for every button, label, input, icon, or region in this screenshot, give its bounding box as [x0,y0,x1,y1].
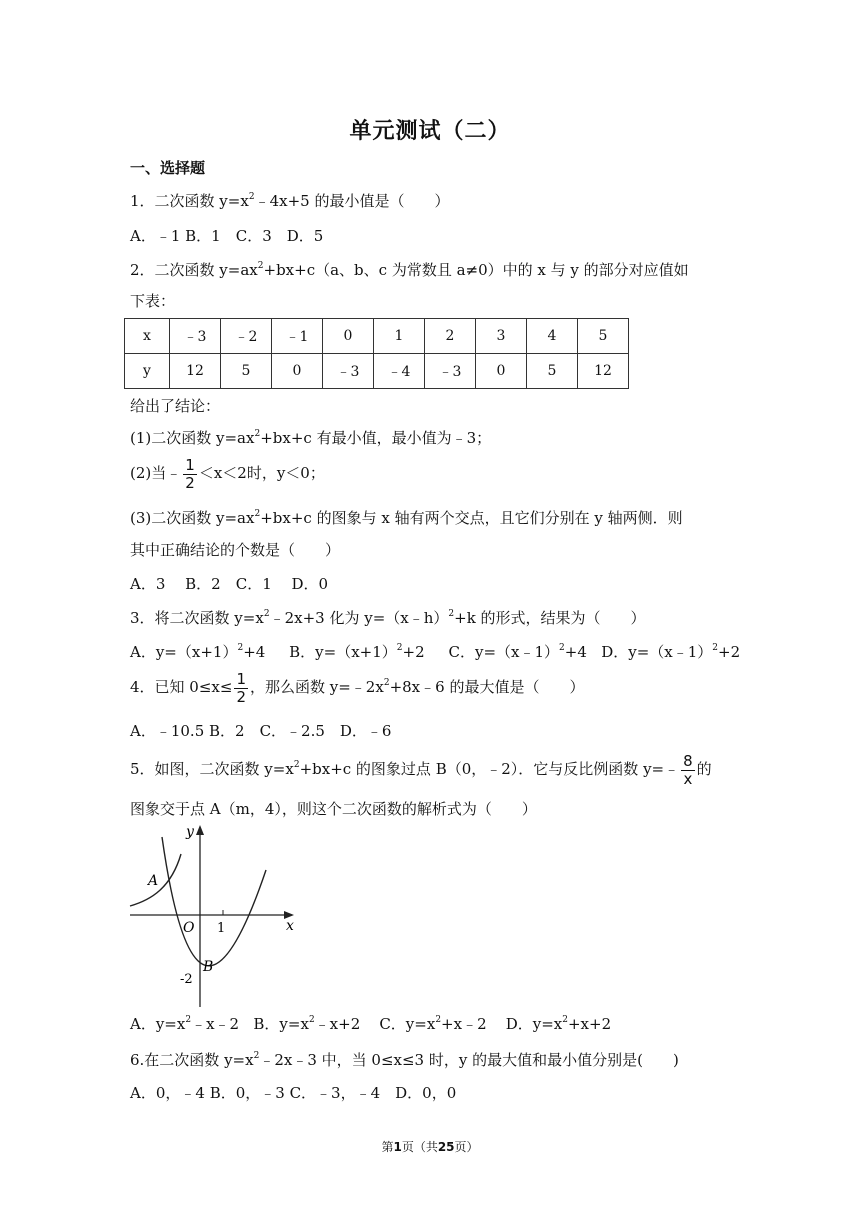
table-cell: 0 [323,319,374,354]
origin-label: O [183,920,195,936]
table-cell: ﹣3 [170,319,221,354]
question-2-given: 给出了结论： [130,397,221,415]
question-1: 1．二次函数 $y=x^2﹣4x+5$ 的最小值是（ ） [130,192,450,210]
conclusion-2: (2)当﹣ $\frac{1}{2}$ ＜x＜2时，y＜0； [130,455,325,492]
table-cell: ﹣2 [221,319,272,354]
table-cell: ﹣3 [323,354,374,389]
conclusion-3: (3)二次函数 $y=ax^2+bx+c$ 的图象与 x 轴有两个交点，且它们分别在 y 轴两侧．则 [130,509,683,527]
question-5: 5．如图，二次函数 $y=x^2+bx+c$ 的图象过点 B（0，﹣2）．它与反比例函数 y=﹣ $\frac{8}{x}$ 的 [130,751,712,788]
question-2-line2: 下表： [130,292,176,310]
table-header-x: x [125,319,170,354]
table-cell: ﹣3 [425,354,476,389]
question-2-options: A．3 B．2 C．1 D．0 [130,575,329,593]
page-footer: 第1页（共25页） [381,1140,479,1154]
table-row-x [125,319,629,354]
fraction-half: $\frac{1}{2}$ [185,455,195,492]
tick-1-label: 1 [217,921,226,936]
question-1-options: A．﹣1 B．1 C．3 D．5 [130,227,324,245]
section-heading: 一、选择题 [130,159,206,177]
question-5-options: A．$y=x^2﹣x﹣2$ B．$y=x^2﹣x+2$ C．$y=x^2+x﹣2$ D．$y=x^2+x+2$ [130,1015,612,1033]
table-header-y: y [125,354,170,389]
question-5-line2: 图象交于点 A（m，4），则这个二次函数的解析式为（ ） [130,800,537,818]
point-a-label: A [148,873,159,889]
table-cell: 3 [476,319,527,354]
minus-2-label: -2 [180,972,193,987]
table-cell: 1 [374,319,425,354]
parabola-graph [126,822,306,1012]
table-cell: ﹣1 [272,319,323,354]
point-b-label: B [203,959,214,975]
table-cell: 12 [578,354,629,389]
table-cell: 5 [221,354,272,389]
fraction-8-over-x: $\frac{8}{x}$ [683,751,693,788]
table-cell: 2 [425,319,476,354]
conclusion-1: (1)二次函数 $y=ax^2+bx+c$ 有最小值，最小值为﹣3； [130,429,492,447]
question-6: 6.在二次函数 $y=x^2﹣2x﹣3$ 中，当 0≤x≤3 时，y 的最大值和最小值分别是( ) [130,1051,679,1069]
table-cell: ﹣4 [374,354,425,389]
table-cell: 12 [170,354,221,389]
question-3-options: A．$y=(x+1)^2+4$ B．$y=(x+1)^2+2$ C．y=（x﹣1）$^2$+4 D．y=（x﹣1）$^2$+2 [130,643,741,661]
table-cell: 5 [578,319,629,354]
table-cell: 4 [527,319,578,354]
page-title: 单元测试（二） [349,119,511,144]
table-cell: 5 [527,354,578,389]
conclusion-3-line2: 其中正确结论的个数是（ ） [130,541,341,559]
parabola-curve [162,837,266,966]
question-3: 3．将二次函数 $y=x^2﹣2x+3$ 化为 y=（x﹣h）$^2$+k 的形式，结果为（ ） [130,609,646,627]
question-4-options: A．﹣10.5 B．2 C．﹣2.5 D．﹣6 [130,722,392,740]
y-axis-label: y [186,824,194,840]
table-row-y [125,354,629,389]
fraction-half: $\frac{1}{2}$ [236,669,246,706]
table-cell: 0 [476,354,527,389]
question-4: 4．已知 0≤x≤ $\frac{1}{2}$ ，那么函数 $y=﹣2x^2+8x﹣6$ 的最大值是（ ） [130,669,585,706]
question-6-options: A．0，﹣4 B．0，﹣3 C．﹣3，﹣4 D．0，0 [130,1084,457,1102]
question-2: 2．二次函数 $y=ax^2+bx+c(a$、b、c 为常数且 a≠0）中的 x 与 y 的部分对应值如 [130,261,689,279]
y-axis-arrow [196,825,204,835]
x-axis-label: x [286,918,294,934]
table-cell: 0 [272,354,323,389]
value-table [124,318,629,389]
